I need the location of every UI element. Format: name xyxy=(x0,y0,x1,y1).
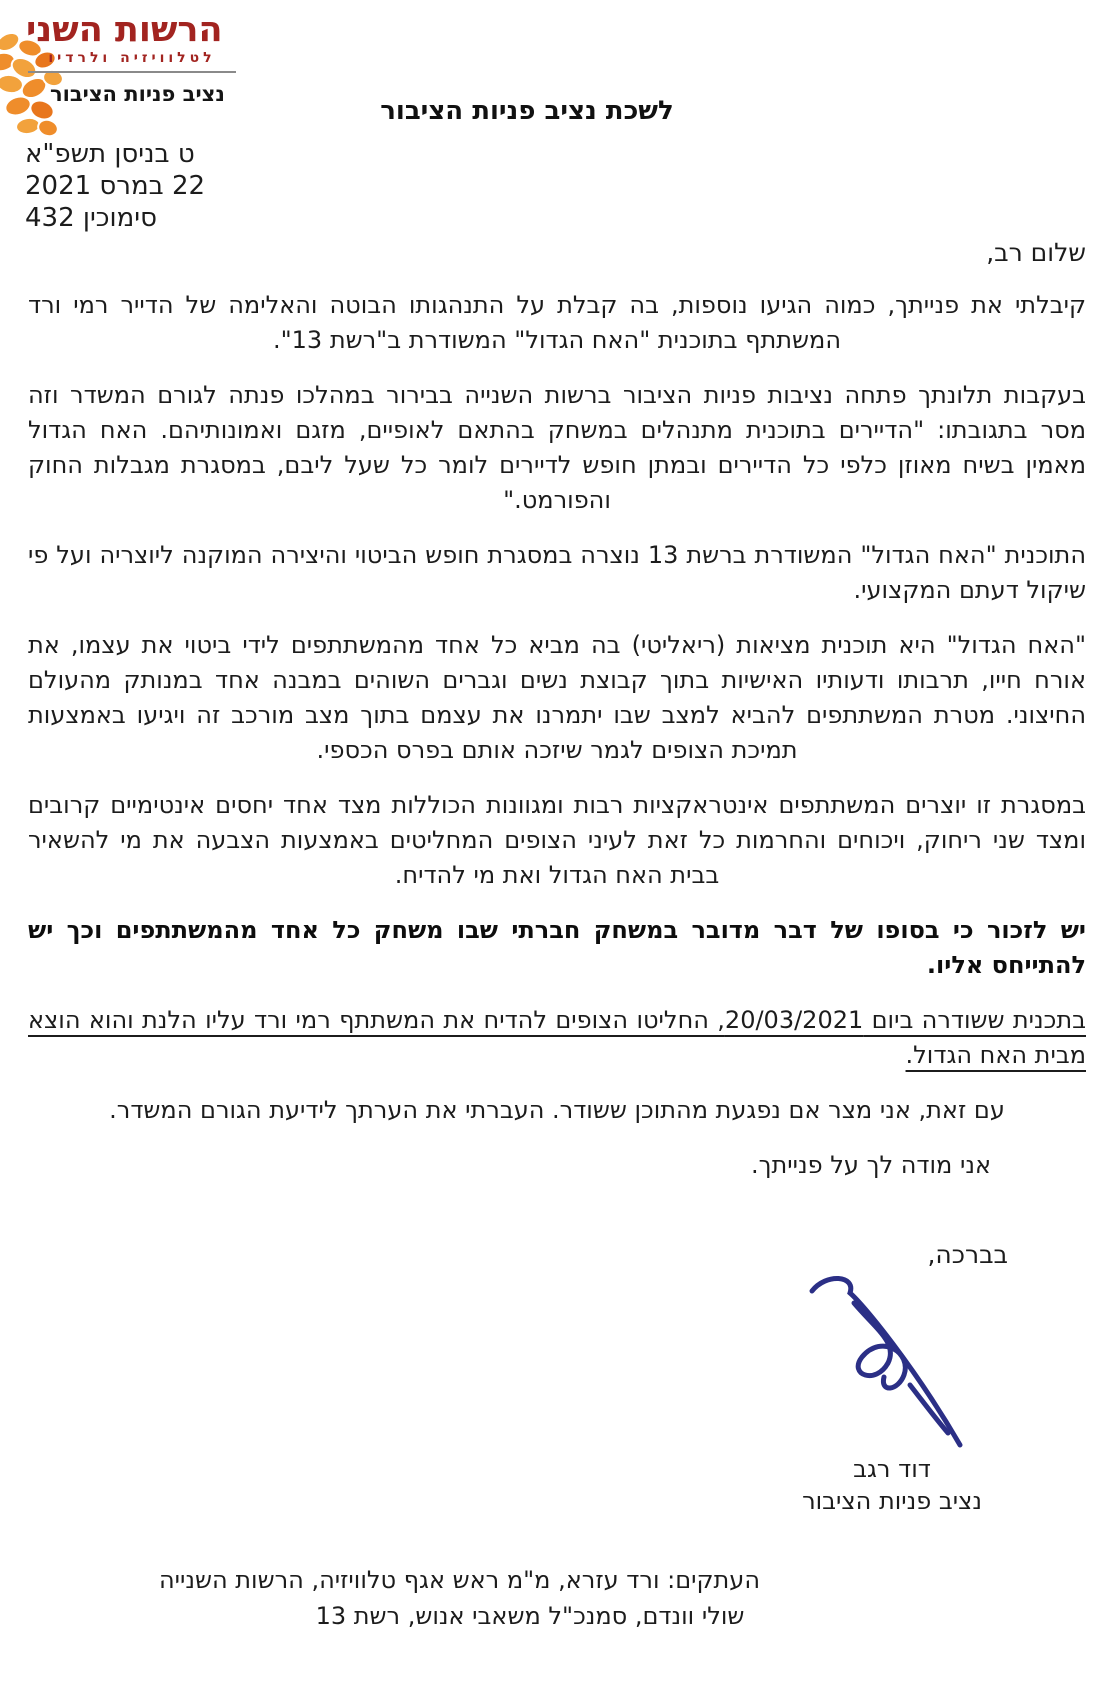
gregorian-date: 22 במרס 2021 xyxy=(25,171,206,201)
paragraph-3: התוכנית "האח הגדול" המשודרת ברשת 13 נוצרה במסגרת חופש הביטוי והיצירה המוקנה ליוצריה ועל פי שיקול דעתם המקצועי. xyxy=(28,541,1087,604)
office-title: לשכת נציב פניות הציבור xyxy=(380,96,674,126)
letter-body xyxy=(28,235,1086,1183)
date-block xyxy=(25,138,205,234)
closing-regards: בברכה, xyxy=(927,1240,1008,1269)
signer-name: דוד רגב xyxy=(853,1455,931,1483)
hebrew-date: ט בניסן תשפ"א xyxy=(25,139,195,169)
paragraph-8: עם זאת, אני מצר אם נפגעת מהתוכן ששודר. העברתי את הערתך לידיעת הגורם המשדר. xyxy=(109,1096,1005,1124)
paragraph-7-underlined: בתכנית ששודרה ביום 20/03/2021, החליטו הצופים להדיח את המשתתף רמי ורד עליו הלנת והוא הוצא מבית האח הגדול. xyxy=(28,1006,1086,1069)
signer-title: נציב פניות הציבור xyxy=(802,1487,982,1515)
paragraph-9-thanks: אני מודה לך על פנייתך. xyxy=(751,1151,991,1179)
salutation: שלום רב, xyxy=(986,238,1086,267)
paragraph-1: קיבלתי את פנייתך, כמוה הגיעו נוספות, בה קבלת על התנהגותו הבוטה והאלימה של הדייר רמי ורד המשתתף בתוכנית "האח הגדול" המשודרת ב"רשת 13". xyxy=(28,291,1086,354)
cc-block xyxy=(24,1562,1090,1634)
paragraph-5: במסגרת זו יוצרים המשתתפים אינטראקציות רבות ומגוונות הכוללות מצד אחד יחסים אינטימיים קרובים ומצד שני ריחוק, ויכוחים והחרמות כל זאת לעיני הצופים המחליטים באמצעות הצבעה את מי להשאיר בבית האח הגדול ואת מי להדיח. xyxy=(28,791,1086,889)
org-subtitle: לטלוויזיה ולרדיו xyxy=(28,50,236,73)
paragraph-6-bold: יש לזכור כי בסופו של דבר מדובר במשחק חברתי שבו משחק כל אחד מהמשתתפים וכך יש להתייחס אליו. xyxy=(28,916,1086,979)
cc-line-1: העתקים: ורד עזרא, מ"מ ראש אגף טלוויזיה, הרשות השנייה xyxy=(158,1566,760,1594)
paragraph-2: בעקבות תלונתך פתחה נציבות פניות הציבור ברשות השנייה בבירור במהלכו פנתה לגורם המשדר וזה מסר בתגובתו: "הדיירים בתוכנית מתנהלים במשחק בהתאם לאופיים, מזגם ואמונותיהם. האח הגדול מאמין בשיח מאוזן כלפי כל הדיירים ובמתן חופש לדיירים לומר כל שעל ליבם, במסגרת מגבלות החוק והפורמט." xyxy=(28,381,1086,514)
signature-block xyxy=(776,1240,1008,1515)
org-unit: נציב פניות הציבור xyxy=(50,82,225,106)
org-name: הרשות השני xyxy=(26,10,223,50)
cc-line-2: שולי וונדם, סמנכ"ל משאבי אנוש, רשת 13 xyxy=(315,1602,745,1630)
reference-number: סימוכין 432 xyxy=(25,203,157,233)
paragraph-4: "האח הגדול" היא תוכנית מציאות (ריאליטי) בה מביא כל אחד מהמשתתפים לידי ביטוי את עצמו, את אורח חייו, תרבותו ודעותיו האישיות בתוך קבוצת נשים וגברים השוהים במבנה אחד במנותק מהעולם החיצוני. מטרת המשתתפים להביא למצב שבו יתמרנו את עצמם בתוך מצב מורכב זה ויגיעו באמצעות תמיכת הצופים לגמר שיזכה אותם בפרס הכספי. xyxy=(28,631,1086,764)
handwritten-signature xyxy=(798,1271,970,1453)
